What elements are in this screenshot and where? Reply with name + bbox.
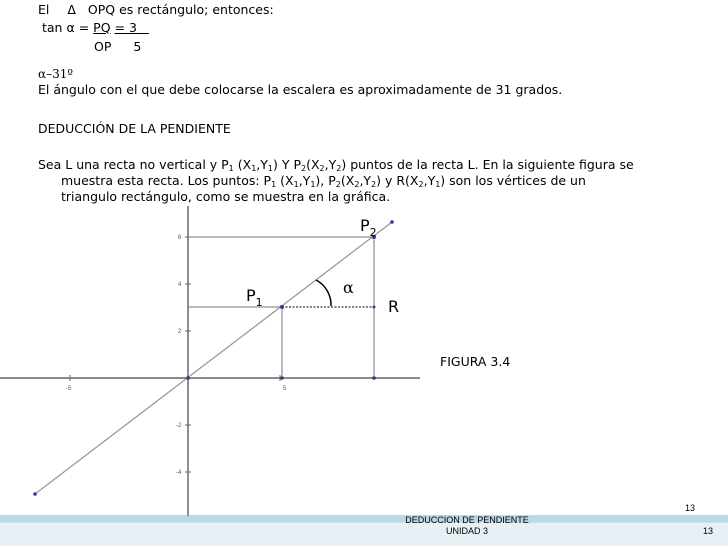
text-segment: (X: [340, 173, 355, 188]
origin-point: [186, 376, 190, 380]
section-heading: DEDUCCIÓN DE LA PENDIENTE: [38, 121, 231, 136]
text-segment: ,Y: [324, 157, 337, 172]
subscript: 2: [335, 180, 341, 189]
line-endpoint: [390, 220, 394, 224]
text-segment: ,Y: [359, 173, 372, 188]
point-p1: [280, 305, 284, 309]
text-segment: (X: [237, 157, 252, 172]
label-subscript: 1: [255, 296, 263, 309]
line-triangle: [38, 2, 274, 17]
text-segment: ) y R(X: [376, 173, 419, 188]
x-tick-label: 5: [283, 386, 287, 392]
subscript: 1: [293, 180, 299, 189]
label-r: R: [388, 297, 400, 316]
text-el: El: [38, 2, 50, 17]
subscript: 2: [336, 164, 342, 173]
five-denominator: 5: [133, 39, 142, 54]
subscript: 1: [228, 164, 234, 173]
subscript: 1: [271, 180, 277, 189]
figure-caption: FIGURA 3.4: [440, 354, 511, 369]
label-text: P: [360, 216, 370, 235]
text-segment: Sea L una recta no vertical y P: [38, 157, 229, 172]
footer-title-line1: DEDUCCION DE PENDIENTE: [405, 515, 529, 525]
y-tick-label: -4: [176, 470, 182, 476]
label-alpha: α: [343, 278, 354, 297]
tick-marks: [70, 237, 280, 472]
point-x1: [280, 376, 284, 380]
y-tick-label: 6: [178, 235, 182, 241]
delta-symbol: Δ: [67, 2, 76, 17]
subscript: 2: [319, 164, 325, 173]
pq-numerator: PQ: [93, 20, 111, 35]
alpha-symbol: α: [66, 20, 75, 35]
tan-denominator: [94, 39, 141, 54]
label-subscript: 2: [369, 226, 377, 239]
page-number-top: 13: [685, 503, 696, 513]
text-opq: OPQ es rectángulo; entonces:: [87, 2, 274, 17]
text-segment: (X: [306, 157, 320, 172]
subscript: 1: [435, 180, 441, 189]
subscript: 2: [301, 164, 307, 173]
text-segment: ) puntos de la recta L. En la siguiente figura se: [341, 157, 634, 172]
figure-graph: [0, 206, 728, 516]
subscript: 1: [267, 164, 273, 173]
subscript: 1: [251, 164, 257, 173]
tan-label: tan: [42, 20, 63, 35]
footer-title: [402, 515, 532, 537]
op-denominator: OP: [94, 39, 112, 54]
label-p1: [246, 286, 263, 309]
x-tick-label: -5: [66, 386, 72, 392]
text-segment: (X: [280, 173, 294, 188]
y-tick-label: -2: [176, 423, 182, 429]
y-tick-label: 2: [178, 329, 182, 335]
paragraph-line-3: triangulo rectángulo, como se muestra en la gráfica.: [61, 189, 391, 204]
y-tick-label: 4: [178, 282, 182, 288]
text-segment: ,Y: [423, 173, 436, 188]
subscript: 2: [371, 180, 377, 189]
text-segment: ), P: [315, 173, 336, 188]
text-segment: ,Y: [256, 157, 268, 172]
point-r: [373, 306, 376, 309]
label-text: P: [246, 286, 256, 305]
three-numerator: = 3: [114, 20, 137, 35]
tan-equation: [42, 20, 149, 35]
point-x2: [372, 376, 376, 380]
label-p2: [360, 216, 377, 239]
page-number-bottom: 13: [703, 526, 714, 536]
text-segment: muestra esta recta. Los puntos: P: [61, 173, 272, 188]
text-segment: ,Y: [298, 173, 311, 188]
text-segment: ) son los vértices de un: [440, 173, 586, 188]
footer-title-line2: UNIDAD 3: [445, 526, 488, 536]
subscript: 2: [418, 180, 424, 189]
text-segment: ) Y P: [273, 157, 301, 172]
alpha-result: α–31º: [38, 67, 74, 81]
conclusion-text: El ángulo con el que debe colocarse la escalera es aproximadamente de 31 grados.: [38, 82, 563, 97]
line-endpoint: [33, 492, 37, 496]
angle-arc: [316, 280, 331, 306]
equals-sign: =: [78, 20, 90, 35]
subscript: 2: [354, 180, 360, 189]
subscript: 1: [310, 180, 316, 189]
line-l: [35, 222, 392, 494]
footer-band-light: [0, 522, 728, 546]
